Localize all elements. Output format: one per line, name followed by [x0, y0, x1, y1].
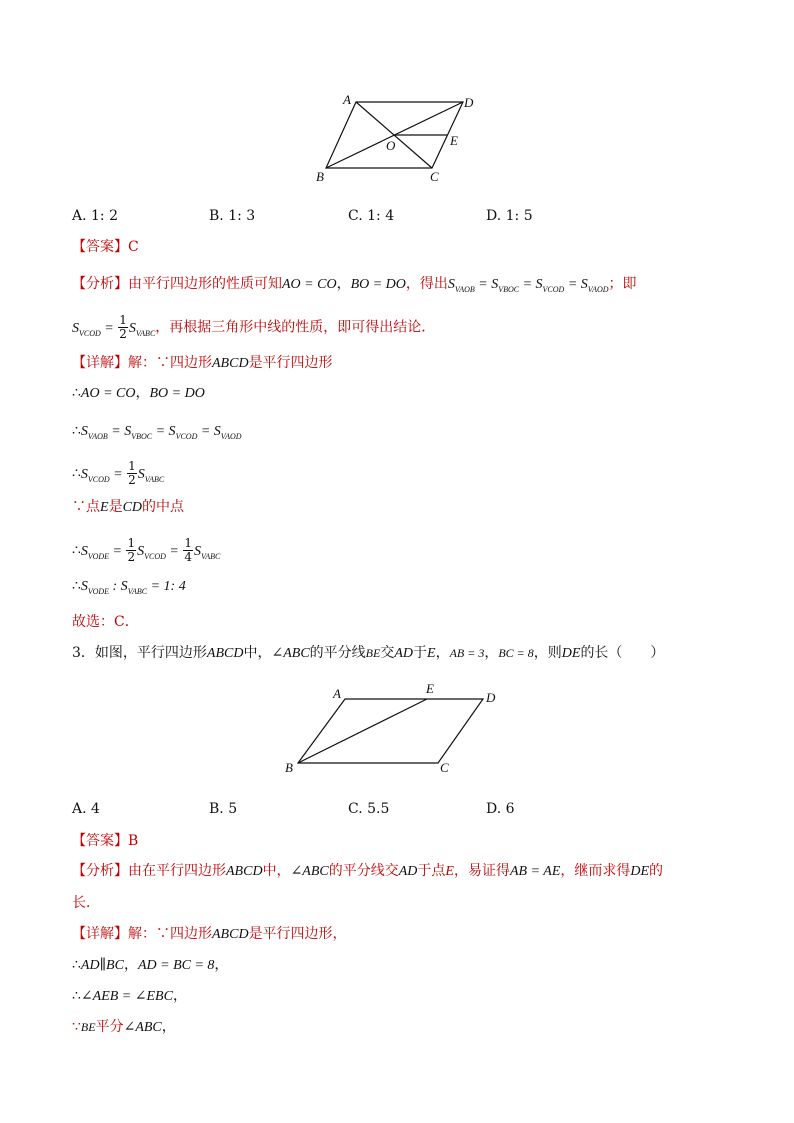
label-b: B	[285, 760, 293, 775]
q3-stem: 3．如图，平行四边形ABCD中，∠ABC的平分线BE交AD于E，AB = 3，BC = 8，则DE的长（ ）	[72, 645, 665, 661]
q2-option-a: A. 1: 2	[72, 208, 118, 224]
q3-detail-line1: 【详解】解：∵四边形ABCD是平行四边形，	[72, 926, 347, 942]
label-o: O	[386, 138, 396, 153]
q2-option-d: D. 1: 5	[486, 208, 533, 224]
q3-option-a: A. 4	[72, 801, 100, 817]
q2-detail-line1: 【详解】解：∵四边形ABCD是平行四边形	[72, 355, 333, 371]
q3-answer: 【答案】B	[72, 833, 139, 849]
q2-choice: 故选：C．	[72, 614, 139, 630]
bisector-be	[298, 699, 427, 763]
q3-analysis-line1: 【分析】由在平行四边形ABCD中，∠ABC的平分线交AD于点E，易证得AB = AE，继而求得DE的	[72, 863, 664, 879]
q2-detail-line2: ∴AO = CO，BO = DO	[72, 385, 205, 401]
q2-detail-line4: $\therefore S_{VCOD}$ = $\frac{1}{2}$ $S_{VABC}$	[72, 459, 165, 487]
label-c: C	[440, 760, 449, 775]
parallelogram-abcd	[298, 699, 483, 763]
q3-detail-line4: ∵BE平分∠ABC，	[72, 1019, 176, 1035]
q3-option-d: D. 6	[486, 801, 515, 817]
q2-detail-line5: ∵点E是CD的中点	[72, 499, 185, 515]
label-d: D	[464, 95, 474, 110]
label-b: B	[316, 169, 324, 184]
label-c: C	[430, 169, 439, 184]
q2-detail-line6: $\therefore S_{VODE}$ = $\frac{1}{2}$ $S_{VCOD}$ = $\frac{1}{4}$ $S_{VABC}$	[72, 536, 221, 564]
q2-figure	[300, 88, 500, 188]
q2-detail-line3: $\therefore S_{VAOB} = S_{VBOC} = S_{VCOD} = S_{VAOD}$	[72, 423, 242, 441]
label-d: D	[486, 690, 496, 705]
label-e: E	[450, 133, 458, 148]
q2-analysis-line2: $S_{VCOD}$ = $\frac{1}{2}$ $S_{VABC}$，再根据三角形中线的性质，即可得出结论．	[72, 313, 436, 341]
q3-analysis-line2: 长．	[72, 895, 100, 911]
label-a: A	[333, 686, 341, 701]
q3-detail-line3: ∴∠AEB = ∠EBC，	[72, 988, 187, 1004]
q3-option-b: B. 5	[209, 801, 238, 817]
q2-detail-line7: $\therefore S_{VODE}$ : $S_{VABC} = 1$: 4	[72, 578, 186, 596]
q3-detail-line2: ∴AD∥BC，AD = BC = 8，	[72, 957, 229, 973]
q3-figure	[275, 675, 515, 780]
q2-option-c: C. 1: 4	[348, 208, 395, 224]
label-e: E	[426, 681, 434, 696]
q2-analysis-line1: 【分析】由平行四边形的性质可知AO = CO，BO = DO，得出$S_{VAOB} = S_{VBOC} = S_{VCOD} = S_{VAOD}$；即	[72, 276, 637, 294]
label-a: A	[343, 92, 351, 107]
q2-answer: 【答案】C	[72, 239, 139, 255]
q2-option-b: B. 1: 3	[209, 208, 256, 224]
q3-option-c: C. 5.5	[348, 801, 390, 817]
